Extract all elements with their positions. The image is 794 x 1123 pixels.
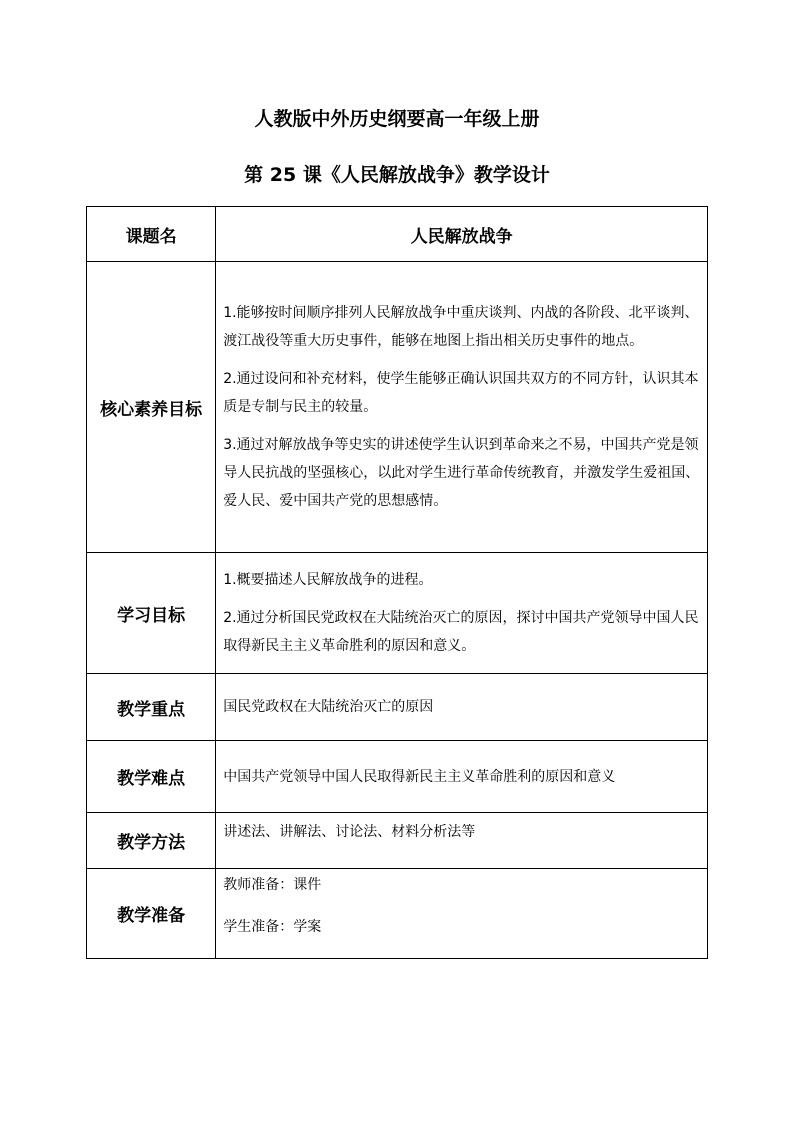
difficult-points-label: 教学难点 (87, 741, 216, 813)
core-goal-paragraph-1: 1.能够按时间顺序排列人民解放战争中重庆谈判、内战的各阶段、北平谈判、渡江战役等重大历史事件，能够在地图上指出相关历史事件的地点。 (223, 305, 699, 349)
document-subtitle: 第 25 课《人民解放战争》教学设计 (244, 164, 550, 186)
preparation-label: 教学准备 (87, 869, 216, 959)
document-title: 人教版中外历史纲要高一年级上册 (254, 108, 540, 130)
learning-goal-paragraph-2: 2.通过分析国民党政权在大陆统治灭亡的原因，探讨中国共产党领导中国人民取得新民主主义革命胜利的原因和意义。 (223, 610, 699, 654)
key-points-content: 国民党政权在大陆统治灭亡的原因 (216, 674, 708, 741)
learning-goals-label: 学习目标 (87, 553, 216, 674)
table-row-topic (87, 207, 708, 262)
table-row-preparation (87, 869, 708, 959)
learning-goals-content (216, 553, 708, 674)
core-goals-label: 核心素养目标 (87, 262, 216, 553)
topic-value: 人民解放战争 (216, 207, 708, 262)
preparation-content (216, 869, 708, 959)
methods-content: 讲述法、讲解法、讨论法、材料分析法等 (216, 813, 708, 869)
key-points-label: 教学重点 (87, 674, 216, 741)
topic-label: 课题名 (87, 207, 216, 262)
difficult-points-content: 中国共产党领导中国人民取得新民主主义革命胜利的原因和意义 (216, 741, 708, 813)
table-row-methods (87, 813, 708, 869)
table-row-difficult-points (87, 741, 708, 813)
core-goal-paragraph-3: 3.通过对解放战争等史实的讲述使学生认识到革命来之不易，中国共产党是领导人民抗战的坚强核心，以此对学生进行革命传统教育，并激发学生爱祖国、爱人民、爱中国共产党的思想感情。 (223, 437, 700, 509)
core-goal-paragraph-2: 2.通过设问和补充材料，使学生能够正确认识国共双方的不同方针，认识其本质是专制与民主的较量。 (223, 371, 699, 415)
methods-label: 教学方法 (87, 813, 216, 869)
table-row-core-goals (87, 262, 708, 553)
core-goals-content (216, 262, 708, 553)
lesson-plan-table (86, 206, 708, 959)
teacher-preparation: 教师准备：课件 (223, 877, 322, 893)
learning-goal-paragraph-1: 1.概要描述人民解放战争的进程。 (223, 572, 433, 588)
table-row-learning-goals (87, 553, 708, 674)
table-row-key-points (87, 674, 708, 741)
student-preparation: 学生准备：学案 (223, 919, 322, 935)
